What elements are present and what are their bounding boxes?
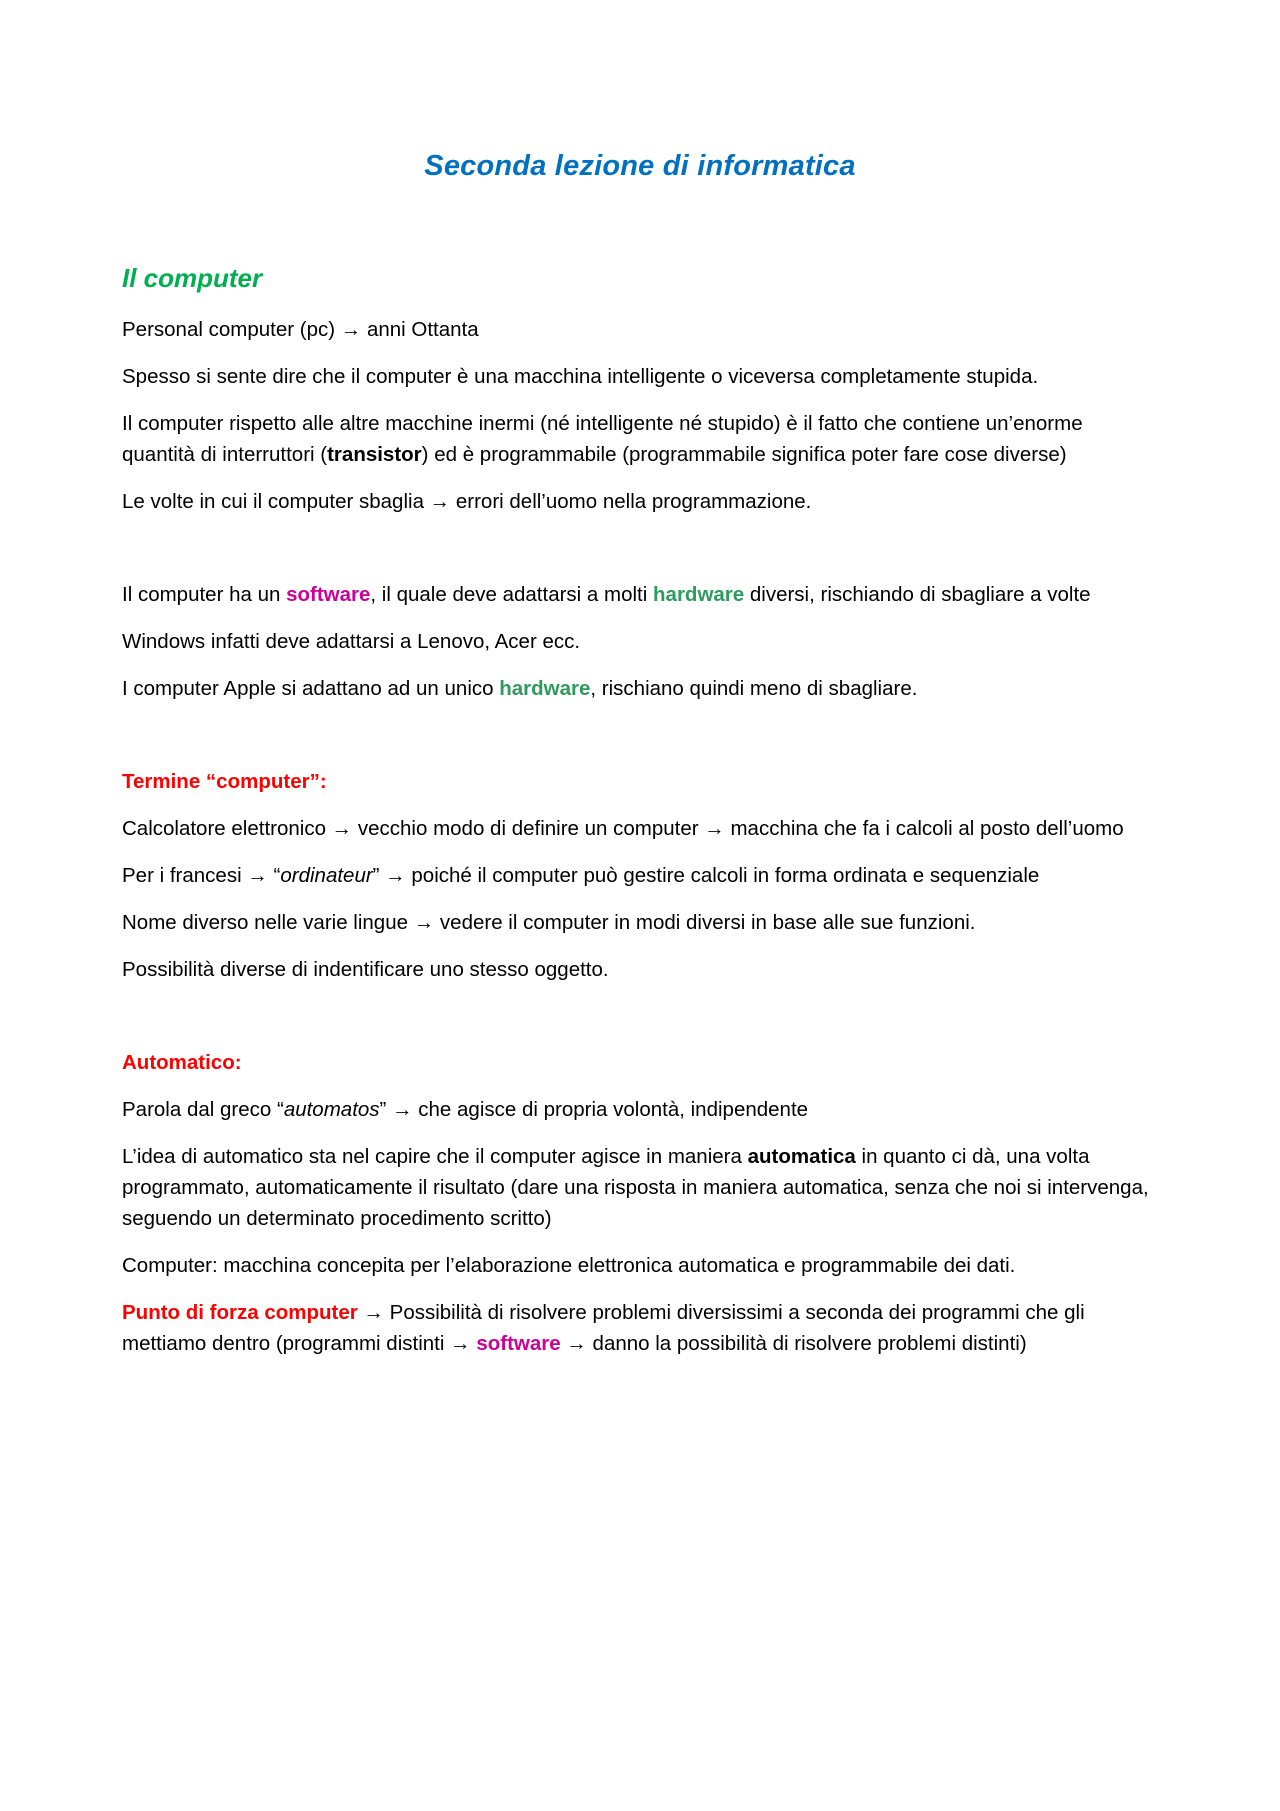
- highlight-software: software: [286, 583, 371, 606]
- arrow-icon: →: [704, 817, 725, 840]
- highlight-software: software: [476, 1332, 561, 1355]
- paragraph-errors: Le volte in cui il computer sbaglia → errori dell’uomo nella programmazione.: [122, 490, 812, 513]
- paragraph-apple: I computer Apple si adattano ad un unico hardware, rischiano quindi meno di sbagliare.: [122, 677, 918, 700]
- bold-automatica: automatica: [747, 1145, 856, 1168]
- arrow-icon: →: [363, 1301, 384, 1324]
- paragraph-punto-di-forza: Punto di forza computer → Possibilità di risolvere problemi diversissimi a seconda dei programmi che gli mettiamo dentro (programmi distinti → software → danno la possibilità di risolvere problemi distinti): [122, 1301, 1085, 1355]
- italic-ordinateur: ordinateur: [280, 864, 373, 887]
- subheading-termine-computer: Termine “computer”:: [122, 770, 327, 793]
- highlight-hardware: hardware: [653, 583, 745, 606]
- paragraph-francesi: Per i francesi → “ordinateur” → poiché il computer può gestire calcoli in forma ordinata e sequenziale: [122, 864, 1040, 887]
- subheading-automatico: Automatico:: [122, 1051, 242, 1074]
- paragraph-software-hardware: Il computer ha un software, il quale deve adattarsi a molti hardware diversi, rischiando di sbagliare a volte: [122, 583, 1091, 606]
- paragraph-windows: Windows infatti deve adattarsi a Lenovo, Acer ecc.: [122, 630, 581, 653]
- arrow-icon: →: [566, 1332, 587, 1355]
- arrow-icon: →: [392, 1098, 413, 1121]
- paragraph-definizione: Computer: macchina concepita per l’elaborazione elettronica automatica e programmabile dei dati.: [122, 1254, 1016, 1277]
- document-title: Seconda lezione di informatica: [424, 150, 856, 182]
- paragraph-personal-computer: Personal computer (pc) → anni Ottanta: [122, 318, 479, 341]
- paragraph-lingue: Nome diverso nelle varie lingue → vedere il computer in modi diversi in base alle sue funzioni.: [122, 911, 976, 934]
- italic-automatos: automatos: [283, 1098, 380, 1121]
- arrow-icon: →: [450, 1332, 471, 1355]
- paragraph-greco: Parola dal greco “automatos” → che agisce di propria volontà, indipendente: [122, 1098, 809, 1121]
- highlight-punto-di-forza: Punto di forza computer: [122, 1301, 358, 1324]
- paragraph-possibilita: Possibilità diverse di indentificare uno stesso oggetto.: [122, 958, 609, 981]
- spacer: [122, 1001, 1158, 1047]
- paragraph-idea-automatico: L’idea di automatico sta nel capire che il computer agisce in maniera automatica in quanto ci dà, una volta programmato, automaticamente il risultato (dare una risposta in maniera automatica, senza che noi si intervenga, seguendo un determinato procedimento scritto): [122, 1145, 1149, 1230]
- paragraph-intelligent: Spesso si sente dire che il computer è una macchina intelligente o viceversa completamente stupida.: [122, 365, 1039, 388]
- arrow-icon: →: [247, 864, 268, 887]
- paragraph-calcolatore: Calcolatore elettronico → vecchio modo di definire un computer → macchina che fa i calcoli al posto dell’uomo: [122, 817, 1124, 840]
- arrow-icon: →: [385, 864, 406, 887]
- arrow-icon: →: [413, 911, 435, 934]
- spacer: [122, 720, 1158, 766]
- arrow-icon: →: [429, 490, 451, 513]
- paragraph-transistor: Il computer rispetto alle altre macchine inermi (né intelligente né stupido) è il fatto che contiene un’enorme quantità di interruttori (transistor) ed è programmabile (programmabile significa poter fare cose diverse): [122, 412, 1083, 466]
- section-title: Il computer: [122, 263, 263, 293]
- bold-transistor: transistor: [327, 443, 422, 466]
- spacer: [122, 533, 1158, 579]
- highlight-hardware: hardware: [499, 677, 591, 700]
- arrow-icon: →: [340, 318, 362, 341]
- arrow-icon: →: [331, 817, 353, 840]
